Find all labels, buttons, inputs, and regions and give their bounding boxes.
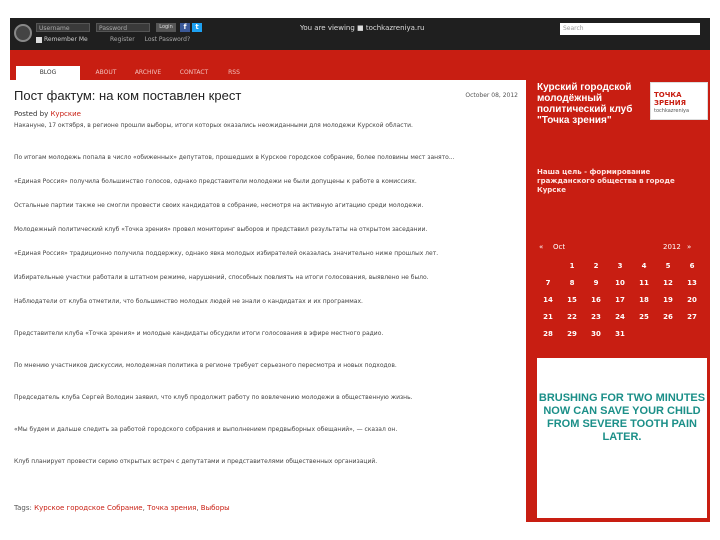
calendar-day[interactable]: 17 [615,296,625,304]
top-links [110,36,198,43]
post-paragraph: Наблюдатели от клуба отметили, что большинство молодых людей не знали о кандидатах и их программах. [14,298,363,305]
sidebar-subtitle: Наша цель - формирование гражданского общества в городе Курске [537,168,675,194]
calendar-day[interactable]: 5 [665,262,671,270]
calendar-day[interactable]: 18 [639,296,649,304]
calendar-day[interactable]: 11 [639,279,649,287]
calendar-day[interactable]: 31 [615,330,625,338]
remember-checkbox[interactable] [36,37,42,43]
lost-password-link[interactable]: Lost Password? [144,36,191,43]
tag-link[interactable]: Выборы [200,504,230,512]
post-paragraph: Избирательные участки работали в штатном режиме, нарушений, способных повлиять на итоги голосования, выявлено не было. [14,274,429,281]
post-paragraph: «Мы будем и дальше следить за работой городского собрания и выполнением предвыборных обещаний», — сказал он. [14,426,398,433]
calendar-widget [537,240,707,360]
calendar-day[interactable]: 13 [687,279,697,287]
post-paragraph: Накануне, 17 октября, в регионе прошли выборы, итоги которых оказались неожиданными для молодежи Курской области. [14,122,413,129]
calendar-day[interactable]: 15 [567,296,577,304]
post-card [10,80,526,522]
calendar-day[interactable]: 10 [615,279,625,287]
calendar-day[interactable]: 2 [593,262,599,270]
tab-rss[interactable]: RSS [228,69,240,76]
tab-contact[interactable]: CONTACT [179,69,209,76]
calendar-header [537,240,707,254]
remember-me[interactable] [36,36,88,43]
post-tags: Tags: Курское городское Собрание, Точка зрения, Выборы [14,504,230,512]
search-input[interactable]: Search [560,23,700,35]
calendar-day[interactable]: 29 [567,330,577,338]
badge-title: ТОЧКА ЗРЕНИЯ [654,91,686,107]
post-date: October 08, 2012 [465,92,518,99]
site-note: You are viewing ■ tochkazreniya.ru [300,24,425,32]
post-paragraph: Клуб планирует провести серию открытых встреч с депутатами и представителями общественных организаций. [14,458,378,465]
post-paragraph: «Единая Россия» традиционно получила поддержку, однако явка молодых избирателей оказалась значительно ниже прошлых лет. [14,250,439,257]
calendar-year: 2012 [663,243,681,251]
calendar-day[interactable]: 7 [545,279,551,287]
calendar-day[interactable]: 22 [567,313,577,321]
calendar-day[interactable]: 4 [641,262,647,270]
calendar-day[interactable]: 19 [663,296,673,304]
calendar-day[interactable]: 23 [591,313,601,321]
tab-about[interactable]: ABOUT [95,69,117,76]
post-paragraph: По мнению участников дискуссии, молодежная политика в регионе требует серьезного пересмотра и новых подходов. [14,362,397,369]
ad-text: BRUSHING FOR TWO MINUTES NOW CAN SAVE YOUR CHILD FROM SEVERE TOOTH PAIN LATER. [538,392,706,443]
password-input[interactable]: Password [96,23,150,32]
post-paragraph: Остальные партии также не смогли провести своих кандидатов в собрание, несмотря на активную агитацию среди молодежи. [14,202,424,209]
username-input[interactable]: Username [36,23,90,32]
club-badge[interactable] [650,82,708,120]
calendar-day[interactable]: 3 [617,262,623,270]
post-paragraph: По итогам молодежь попала в число «обиженных» депутатов, прошедших в Курское городское собрание, более половины мест занято... [14,154,455,161]
calendar-day[interactable]: 16 [591,296,601,304]
calendar-day[interactable]: 20 [687,296,697,304]
calendar-day[interactable]: 21 [543,313,553,321]
post-byline [14,110,81,118]
badge-sub: tochkazreniya [654,108,690,114]
byline-prefix: Posted by [14,110,49,118]
calendar-month: Oct [553,243,566,251]
tag-link[interactable]: Точка зрения [147,504,197,512]
tab-blog[interactable]: BLOG [16,66,80,80]
post-paragraph: «Единая Россия» получила большинство голосов, однако представители молодежи не были допущены к работе в комиссиях. [14,178,417,185]
twitter-icon[interactable]: t [192,23,202,32]
facebook-icon[interactable]: f [180,23,190,32]
post-title[interactable]: Пост фактум: на ком поставлен крест [14,88,242,103]
calendar-day[interactable]: 14 [543,296,553,304]
author-link[interactable]: Курские [50,110,81,118]
site-logo-icon[interactable] [14,24,32,42]
post-paragraph: Председатель клуба Сергей Володин заявил, что клуб продолжит работу по вовлечению молодежи в общественную жизнь. [14,394,413,401]
top-bar [10,18,710,50]
calendar-day[interactable]: 24 [615,313,625,321]
post-paragraph: Молодежный политический клуб «Точка зрения» провел мониторинг выборов и представил результаты на открытом заседании. [14,226,428,233]
browser-page [10,18,710,522]
calendar-next-icon[interactable]: » [687,243,692,251]
calendar-day[interactable]: 9 [593,279,599,287]
calendar-day[interactable]: 1 [569,262,575,270]
ad-banner[interactable] [537,358,707,518]
calendar-day[interactable]: 8 [569,279,575,287]
calendar-day[interactable]: 12 [663,279,673,287]
calendar-day[interactable]: 28 [543,330,553,338]
calendar-day[interactable]: 30 [591,330,601,338]
calendar-day[interactable]: 27 [687,313,697,321]
remember-label: Remember Me [44,36,88,43]
calendar-day[interactable]: 26 [663,313,673,321]
calendar-day[interactable]: 6 [689,262,695,270]
calendar-day[interactable]: 25 [639,313,649,321]
post-paragraph: Представители клуба «Точка зрения» и молодые кандидаты обсудили итоги голосования в эфире местного радио. [14,330,384,337]
tab-archive[interactable]: ARCHIVE [134,69,162,76]
tags-label: Tags: [14,504,32,512]
sidebar-title: Курский городской молодёжный политический клуб "Точка зрения" [537,82,633,126]
calendar-prev-icon[interactable]: « [539,243,544,251]
register-link[interactable]: Register [110,36,135,43]
login-button[interactable]: Login [156,23,176,32]
tag-link[interactable]: Курское городское Собрание [34,504,143,512]
